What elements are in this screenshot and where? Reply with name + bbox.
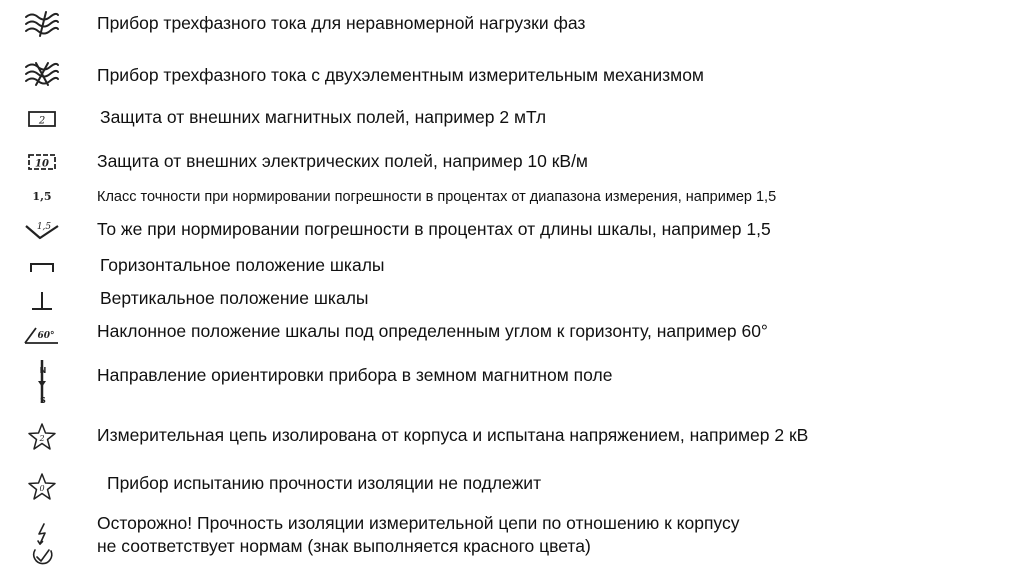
symbol-label: 1,5	[32, 189, 52, 203]
legend-row	[0, 468, 1024, 502]
legend-text: Вертикальное положение шкалы	[100, 288, 369, 308]
symbol-label: 0	[39, 484, 45, 493]
three-phase-unbalanced-icon	[12, 10, 72, 38]
legend-row	[0, 8, 1024, 38]
legend-row	[0, 420, 1024, 454]
legend-row	[0, 186, 1024, 208]
symbol-label: 60°	[37, 331, 55, 341]
legend-row	[0, 216, 1024, 246]
legend-text: Прибор трехфазного тока с двухэлементным измерительным механизмом	[97, 65, 704, 85]
legend-text: Измерительная цепь изолирована от корпуса и испытана напряжением, например 2 кВ	[97, 425, 809, 445]
legend-text: Класс точности при нормировании погрешности в процентах от диапазона измерения, например 1,5	[97, 189, 777, 205]
svg-text:S: S	[40, 396, 46, 405]
magnetic-shield-icon	[12, 108, 72, 130]
magnetic-orientation-icon	[12, 356, 72, 408]
legend-row	[0, 252, 1024, 280]
legend-text: Наклонное положение шкалы под определенным углом к горизонту, например 60°	[97, 321, 768, 341]
legend-row	[0, 318, 1024, 348]
symbol-label: 2	[39, 434, 45, 443]
insulation-warning-icon	[12, 520, 72, 568]
symbol-label: 1,5	[36, 222, 52, 232]
no-insulation-test-star-icon	[12, 472, 72, 502]
electric-shield-icon	[12, 151, 72, 173]
legend-text: Прибор испытанию прочности изоляции не подлежит	[107, 473, 542, 493]
legend-text: Прибор трехфазного тока для неравномерной нагрузки фаз	[97, 13, 586, 33]
svg-text:N: N	[39, 366, 47, 375]
accuracy-class-scale-icon	[12, 218, 72, 244]
legend-row	[0, 284, 1024, 316]
inclined-scale-icon	[12, 322, 72, 346]
vertical-scale-icon	[12, 288, 72, 314]
three-phase-two-element-icon	[12, 60, 72, 88]
symbol-label: 10	[35, 158, 49, 170]
legend-text	[97, 512, 739, 558]
legend-text: То же при нормировании погрешности в процентах от длины шкалы, например 1,5	[97, 219, 771, 239]
legend-text: Горизонтальное положение шкалы	[100, 255, 385, 275]
legend-text-line: не соответствует нормам (знак выполняется красного цвета)	[97, 536, 591, 556]
legend-text: Защита от внешних электрических полей, например 10 кВ/м	[97, 151, 588, 171]
legend-text-line: Осторожно! Прочность изоляции измерительной цепи по отношению к корпусу	[97, 513, 740, 533]
legend-text: Защита от внешних магнитных полей, например 2 мТл	[100, 107, 547, 127]
legend-row	[0, 104, 1024, 132]
insulation-test-star-icon	[12, 420, 72, 454]
legend-text: Направление ориентировки прибора в земном магнитном поле	[97, 365, 613, 385]
symbol-label: 2	[38, 115, 46, 127]
horizontal-scale-icon	[12, 256, 72, 278]
legend-row	[0, 148, 1024, 176]
legend-row	[0, 512, 1024, 568]
accuracy-class-range-icon	[12, 186, 72, 206]
legend-row	[0, 356, 1024, 410]
legend-row	[0, 58, 1024, 90]
